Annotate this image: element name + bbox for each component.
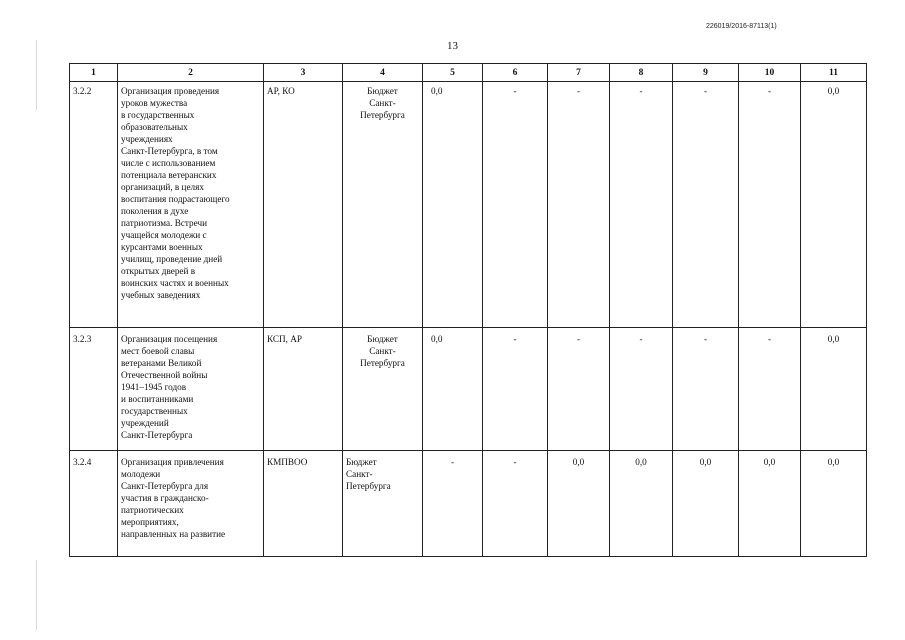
document-number: 226019/2016-87113(1) <box>706 23 777 30</box>
header-cell: 5 <box>423 64 483 82</box>
item-name: Организация проведения уроков мужества в государственных образовательных учреждениях Санкт-Петербурга, в том числе с использованием потенциала ветеранских организаций, в целях воспитания подрастающего поколения в духе патриотизма. Встречи учащейся молодежи с курсантами военных училищ, проведение дней открытых дверей в воинских частях и военных учебных заведениях <box>118 82 264 328</box>
value-cell: 0,0 <box>801 328 867 451</box>
value-cell: 0,0 <box>673 451 739 557</box>
value-cell: 0,0 <box>801 451 867 557</box>
value-cell: 0,0 <box>801 82 867 328</box>
item-executor: КМПВОО <box>264 451 343 557</box>
scan-margin-mark <box>36 560 37 630</box>
item-funding-source: Бюджет Санкт- Петербурга <box>343 328 423 451</box>
value-cell: - <box>610 82 673 328</box>
value-cell: 0,0 <box>423 82 483 328</box>
table-row <box>70 328 867 451</box>
value-cell: - <box>483 451 548 557</box>
value-cell: - <box>673 328 739 451</box>
value-cell: - <box>739 82 801 328</box>
scan-margin-mark <box>36 40 37 110</box>
header-cell: 4 <box>343 64 423 82</box>
table-row <box>70 82 867 328</box>
item-number: 3.2.3 <box>70 328 118 451</box>
value-cell: 0,0 <box>739 451 801 557</box>
value-cell: - <box>423 451 483 557</box>
value-cell: - <box>610 328 673 451</box>
value-cell: 0,0 <box>610 451 673 557</box>
page-number: 13 <box>447 40 458 52</box>
item-funding-source: Бюджет Санкт- Петербурга <box>343 82 423 328</box>
value-cell: - <box>483 82 548 328</box>
header-cell: 1 <box>70 64 118 82</box>
program-table <box>69 63 867 557</box>
header-row <box>70 64 867 82</box>
header-cell: 7 <box>548 64 610 82</box>
item-executor: АР, КО <box>264 82 343 328</box>
header-cell: 8 <box>610 64 673 82</box>
value-cell: 0,0 <box>423 328 483 451</box>
item-number: 3.2.4 <box>70 451 118 557</box>
item-funding-source: Бюджет Санкт- Петербурга <box>343 451 423 557</box>
item-name: Организация привлечения молодежи Санкт-Петербурга для участия в гражданско- патриотических мероприятиях, направленных на развитие <box>118 451 264 557</box>
item-executor: КСП, АР <box>264 328 343 451</box>
value-cell: - <box>483 328 548 451</box>
item-name: Организация посещения мест боевой славы ветеранами Великой Отечественной войны 1941–1945 годов и воспитанниками государственных учреждений Санкт-Петербурга <box>118 328 264 451</box>
header-cell: 6 <box>483 64 548 82</box>
header-cell: 11 <box>801 64 867 82</box>
header-cell: 3 <box>264 64 343 82</box>
value-cell: - <box>548 82 610 328</box>
header-cell: 9 <box>673 64 739 82</box>
value-cell: - <box>673 82 739 328</box>
header-cell: 2 <box>118 64 264 82</box>
value-cell: - <box>548 328 610 451</box>
value-cell: - <box>739 328 801 451</box>
header-cell: 10 <box>739 64 801 82</box>
table-row <box>70 451 867 557</box>
value-cell: 0,0 <box>548 451 610 557</box>
item-number: 3.2.2 <box>70 82 118 328</box>
